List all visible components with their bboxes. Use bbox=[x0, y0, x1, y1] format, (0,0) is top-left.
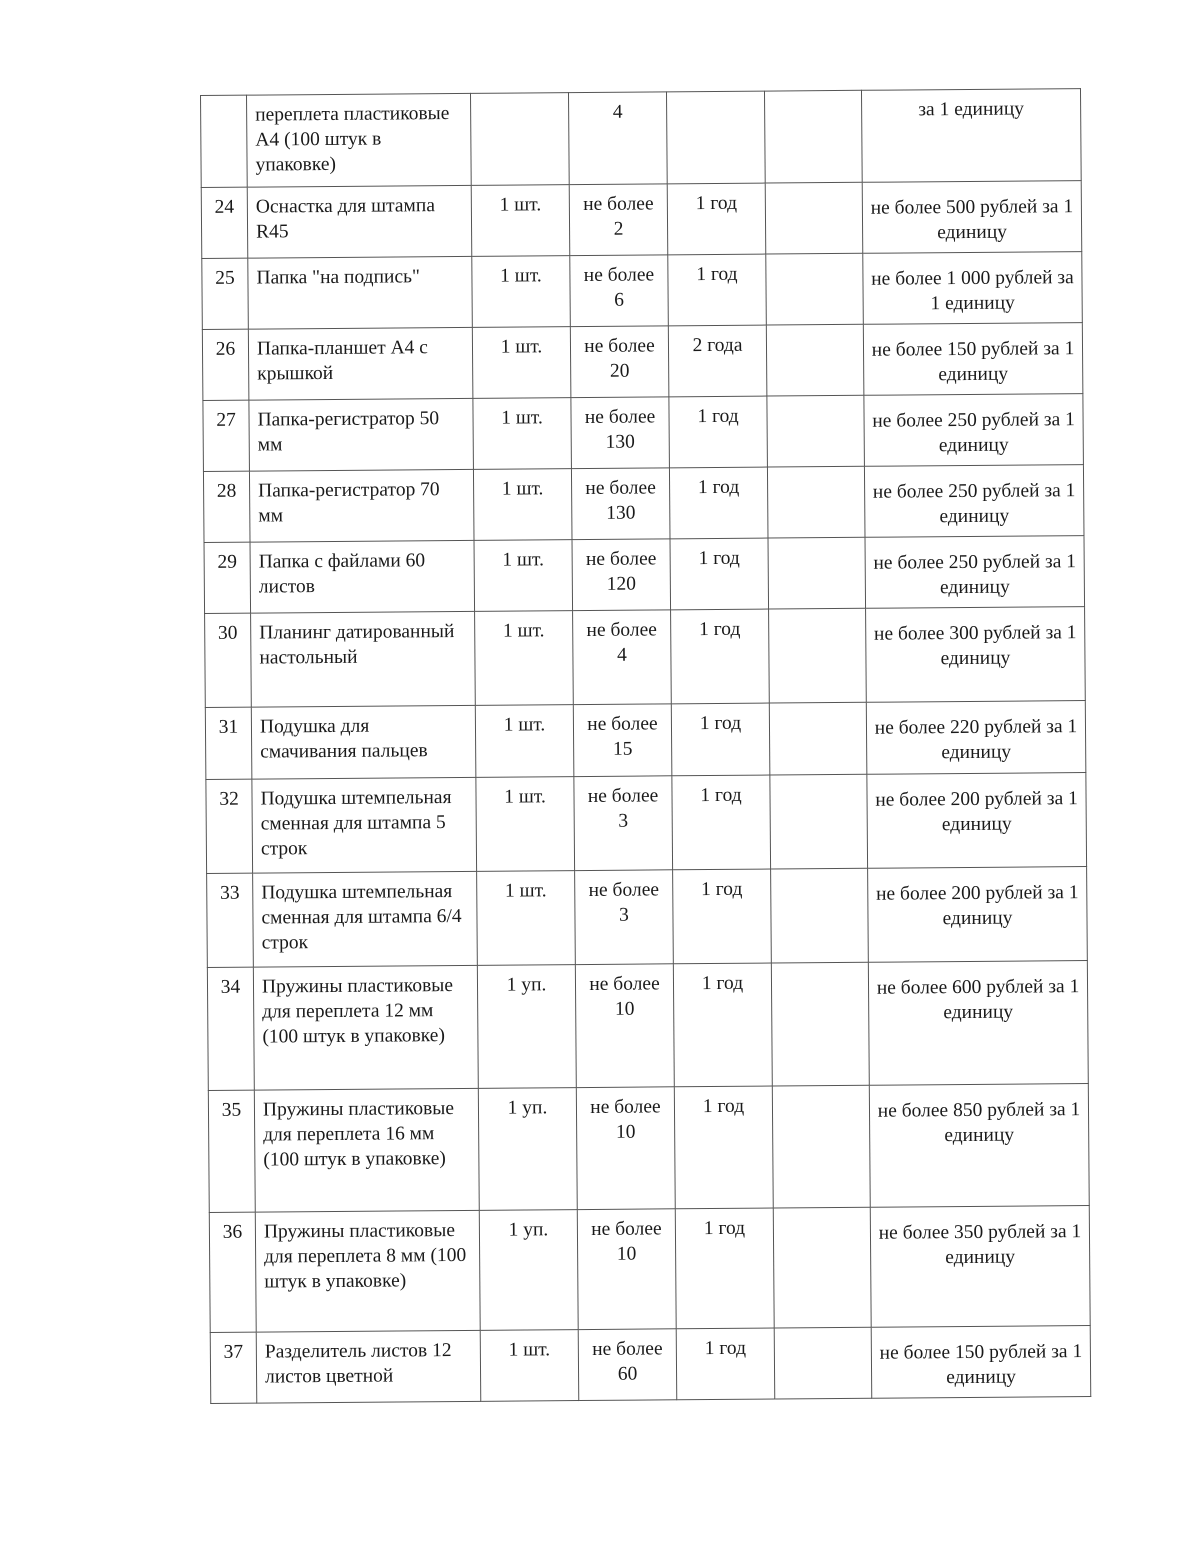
item-quantity: не более 10 bbox=[576, 1087, 675, 1210]
table-row bbox=[204, 536, 1085, 614]
item-quantity: не более 6 bbox=[570, 255, 669, 327]
table-row bbox=[203, 394, 1084, 472]
item-extra bbox=[766, 324, 864, 396]
item-quantity: не более 15 bbox=[573, 704, 672, 777]
row-number: 29 bbox=[204, 542, 251, 613]
item-price: за 1 единицу bbox=[861, 89, 1081, 183]
item-unit: 1 шт. bbox=[477, 871, 576, 966]
item-unit: 1 шт. bbox=[472, 327, 571, 399]
item-extra bbox=[767, 395, 865, 467]
item-term bbox=[666, 91, 765, 184]
item-term: 1 год bbox=[668, 254, 767, 326]
item-term: 1 год bbox=[675, 1208, 774, 1329]
row-number: 32 bbox=[206, 779, 253, 873]
item-name: переплета пластиковые А4 (100 штук в упаковке) bbox=[247, 93, 472, 187]
item-name: Пружины пластиковые для переплета 12 мм (100 штук в упаковке) bbox=[253, 965, 478, 1090]
item-extra bbox=[773, 1207, 871, 1328]
item-unit: 1 уп. bbox=[479, 1210, 578, 1331]
item-quantity: не более 120 bbox=[572, 539, 671, 611]
item-quantity: не более 60 bbox=[578, 1329, 677, 1401]
row-number bbox=[201, 95, 248, 187]
item-price: не более 250 рублей за 1 единицу bbox=[864, 465, 1084, 538]
item-term: 1 год bbox=[670, 538, 769, 610]
item-name: Подушка для смачивания пальцев bbox=[251, 705, 476, 779]
row-number: 24 bbox=[201, 187, 248, 258]
table-row bbox=[205, 701, 1086, 780]
item-extra bbox=[764, 90, 862, 183]
item-unit: 1 шт. bbox=[474, 540, 573, 612]
row-number: 33 bbox=[207, 873, 254, 967]
item-extra bbox=[768, 537, 866, 609]
table-row bbox=[201, 181, 1082, 259]
row-number: 35 bbox=[208, 1090, 255, 1212]
item-price: не более 200 рублей за 1 единицу bbox=[868, 867, 1088, 963]
item-unit: 1 шт. bbox=[472, 256, 571, 328]
item-term: 1 год bbox=[674, 1086, 773, 1209]
table-row bbox=[202, 252, 1083, 330]
document-page bbox=[200, 88, 1090, 1404]
item-quantity: не более 20 bbox=[570, 326, 669, 398]
item-quantity: не более 10 bbox=[577, 1209, 676, 1330]
item-quantity: не более 3 bbox=[574, 776, 673, 871]
item-unit: 1 шт. bbox=[475, 705, 574, 778]
item-name: Планинг датированный настольный bbox=[251, 611, 476, 707]
table-row bbox=[201, 89, 1082, 188]
item-unit: 1 шт. bbox=[473, 469, 572, 541]
item-extra bbox=[770, 774, 868, 869]
item-extra bbox=[771, 962, 869, 1086]
supplies-table bbox=[200, 88, 1091, 1404]
table-row bbox=[207, 867, 1088, 968]
item-extra bbox=[765, 182, 863, 254]
item-price: не более 250 рублей за 1 единицу bbox=[864, 394, 1084, 467]
item-term: 1 год bbox=[676, 1328, 775, 1400]
item-quantity: не более 3 bbox=[575, 870, 674, 965]
table-row bbox=[208, 1084, 1089, 1213]
item-extra bbox=[769, 608, 867, 703]
table-row bbox=[209, 1206, 1090, 1333]
item-extra bbox=[774, 1327, 872, 1399]
item-price: не более 220 рублей за 1 единицу bbox=[866, 701, 1086, 775]
item-price: не более 500 рублей за 1 единицу bbox=[862, 181, 1082, 254]
row-number: 36 bbox=[209, 1212, 256, 1332]
row-number: 25 bbox=[202, 258, 249, 329]
table-row bbox=[207, 961, 1088, 1091]
item-price: не более 850 рублей за 1 единицу bbox=[869, 1084, 1089, 1208]
item-price: не более 250 рублей за 1 единицу bbox=[865, 536, 1085, 609]
row-number: 28 bbox=[203, 471, 250, 542]
item-price: не более 200 рублей за 1 единицу bbox=[867, 773, 1087, 869]
item-term: 1 год bbox=[669, 396, 768, 468]
item-quantity: 4 bbox=[568, 92, 667, 185]
row-number: 31 bbox=[205, 707, 252, 779]
item-price: не более 1 000 рублей за 1 единицу bbox=[863, 252, 1083, 325]
item-name: Подушка штемпельная сменная для штампа 6/4 строк bbox=[253, 871, 478, 967]
row-number: 26 bbox=[202, 329, 249, 400]
item-quantity: не более 4 bbox=[573, 610, 672, 705]
item-unit: 1 шт. bbox=[473, 398, 572, 470]
table-row bbox=[205, 607, 1086, 708]
item-name: Разделитель листов 12 листов цветной bbox=[256, 1330, 481, 1403]
item-unit: 1 шт. bbox=[476, 777, 575, 872]
item-unit: 1 шт. bbox=[475, 611, 574, 706]
item-term: 2 года bbox=[668, 325, 767, 397]
row-number: 27 bbox=[203, 400, 250, 471]
item-quantity: не более 10 bbox=[575, 964, 674, 1088]
row-number: 34 bbox=[207, 967, 254, 1090]
item-name: Подушка штемпельная сменная для штампа 5 строк bbox=[252, 777, 477, 873]
item-extra bbox=[771, 868, 869, 963]
item-name: Папка-планшет А4 с крышкой bbox=[248, 327, 473, 400]
item-quantity: не более 130 bbox=[571, 397, 670, 469]
item-price: не более 300 рублей за 1 единицу bbox=[866, 607, 1086, 703]
item-name: Оснастка для штампа R45 bbox=[247, 185, 472, 258]
table-row bbox=[203, 465, 1084, 543]
item-unit: 1 уп. bbox=[478, 1088, 577, 1211]
item-quantity: не более 2 bbox=[569, 184, 668, 256]
item-unit: 1 уп. bbox=[477, 965, 576, 1089]
item-quantity: не более 130 bbox=[571, 468, 670, 540]
item-name: Папка-регистратор 50 мм bbox=[249, 398, 474, 471]
table-body bbox=[201, 89, 1091, 1404]
item-extra bbox=[772, 1085, 870, 1208]
item-term: 1 год bbox=[673, 963, 772, 1087]
item-name: Папка-регистратор 70 мм bbox=[249, 469, 474, 542]
item-term: 1 год bbox=[671, 609, 770, 704]
item-unit: 1 шт. bbox=[471, 185, 570, 257]
table-row bbox=[206, 773, 1087, 874]
item-name: Папка с файлами 60 листов bbox=[250, 540, 475, 613]
item-term: 1 год bbox=[673, 869, 772, 964]
item-unit bbox=[470, 93, 569, 186]
item-price: не более 350 рублей за 1 единицу bbox=[870, 1206, 1090, 1328]
table-row bbox=[210, 1326, 1091, 1404]
item-name: Пружины пластиковые для переплета 16 мм (100 штук в упаковке) bbox=[254, 1088, 479, 1212]
item-price: не более 600 рублей за 1 единицу bbox=[868, 961, 1088, 1086]
item-term: 1 год bbox=[672, 775, 771, 870]
table-row bbox=[202, 323, 1083, 401]
item-term: 1 год bbox=[667, 183, 766, 255]
item-term: 1 год bbox=[671, 703, 770, 776]
item-unit: 1 шт. bbox=[480, 1330, 579, 1402]
item-term: 1 год bbox=[669, 467, 768, 539]
row-number: 37 bbox=[210, 1332, 257, 1403]
item-price: не более 150 рублей за 1 единицу bbox=[863, 323, 1083, 396]
item-extra bbox=[767, 466, 865, 538]
item-name: Папка "на подпись" bbox=[248, 256, 473, 329]
item-price: не более 150 рублей за 1 единицу bbox=[871, 1326, 1091, 1399]
item-extra bbox=[766, 253, 864, 325]
item-extra bbox=[769, 702, 867, 775]
row-number: 30 bbox=[205, 613, 252, 707]
item-name: Пружины пластиковые для переплета 8 мм (100 штук в упаковке) bbox=[255, 1210, 480, 1332]
